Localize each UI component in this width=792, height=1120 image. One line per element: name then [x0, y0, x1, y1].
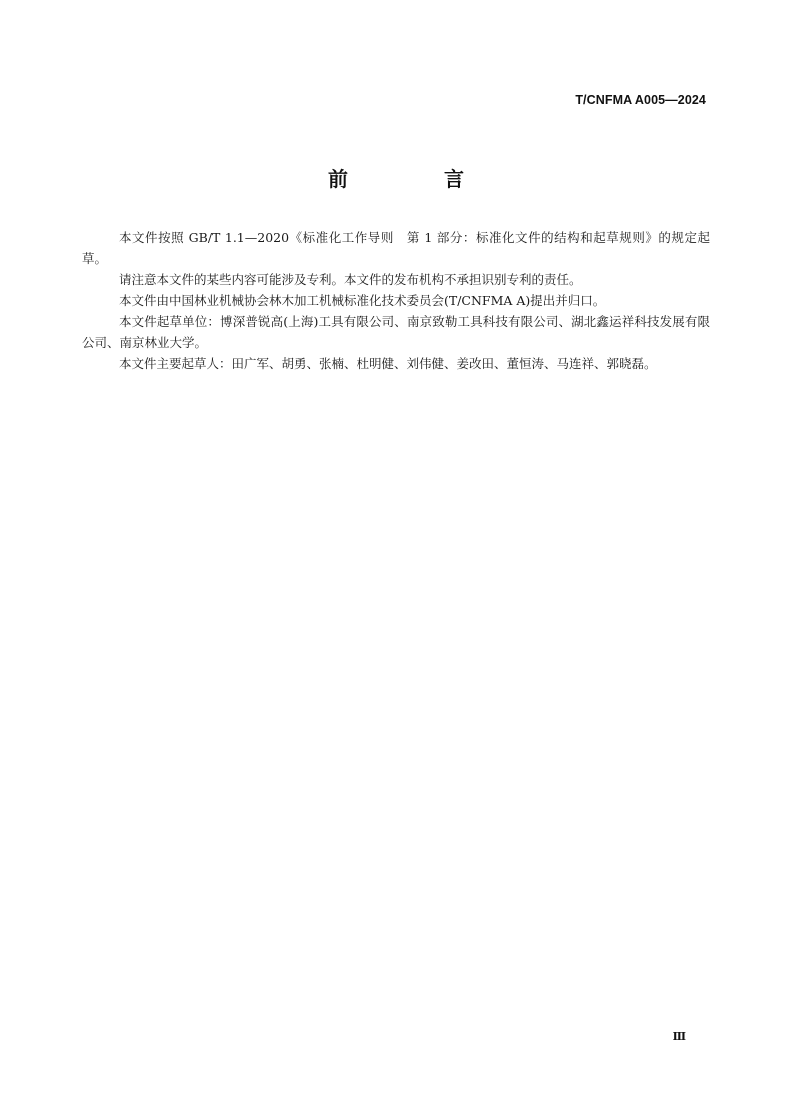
paragraph-proposer: 本文件由中国林业机械协会林木加工机械标准化技术委员会(T/CNFMA A)提出并归口。 [119, 293, 606, 308]
paragraph-patent-notice: 请注意本文件的某些内容可能涉及专利。本文件的发布机构不承担识别专利的责任。 [119, 272, 582, 287]
standard-code: T/CNFMA A005—2024 [575, 93, 706, 107]
foreword-body [82, 227, 710, 374]
page-title: 前 言 [328, 167, 502, 191]
paragraph-drafting-units: 本文件起草单位：博深普锐高(上海)工具有限公司、南京致勒工具科技有限公司、湖北鑫运祥科技发展有限公司、南京林业大学。 [82, 314, 710, 350]
paragraph-drafting-rules: 本文件按照 GB/T 1.1—2020《标准化工作导则 第 1 部分：标准化文件的结构和起草规则》的规定起草。 [82, 230, 710, 266]
paragraph-drafters: 本文件主要起草人：田广军、胡勇、张楠、杜明健、刘伟健、姜改田、董恒涛、马连祥、郭晓磊。 [119, 356, 657, 371]
page-number: Ⅲ [672, 1030, 686, 1043]
